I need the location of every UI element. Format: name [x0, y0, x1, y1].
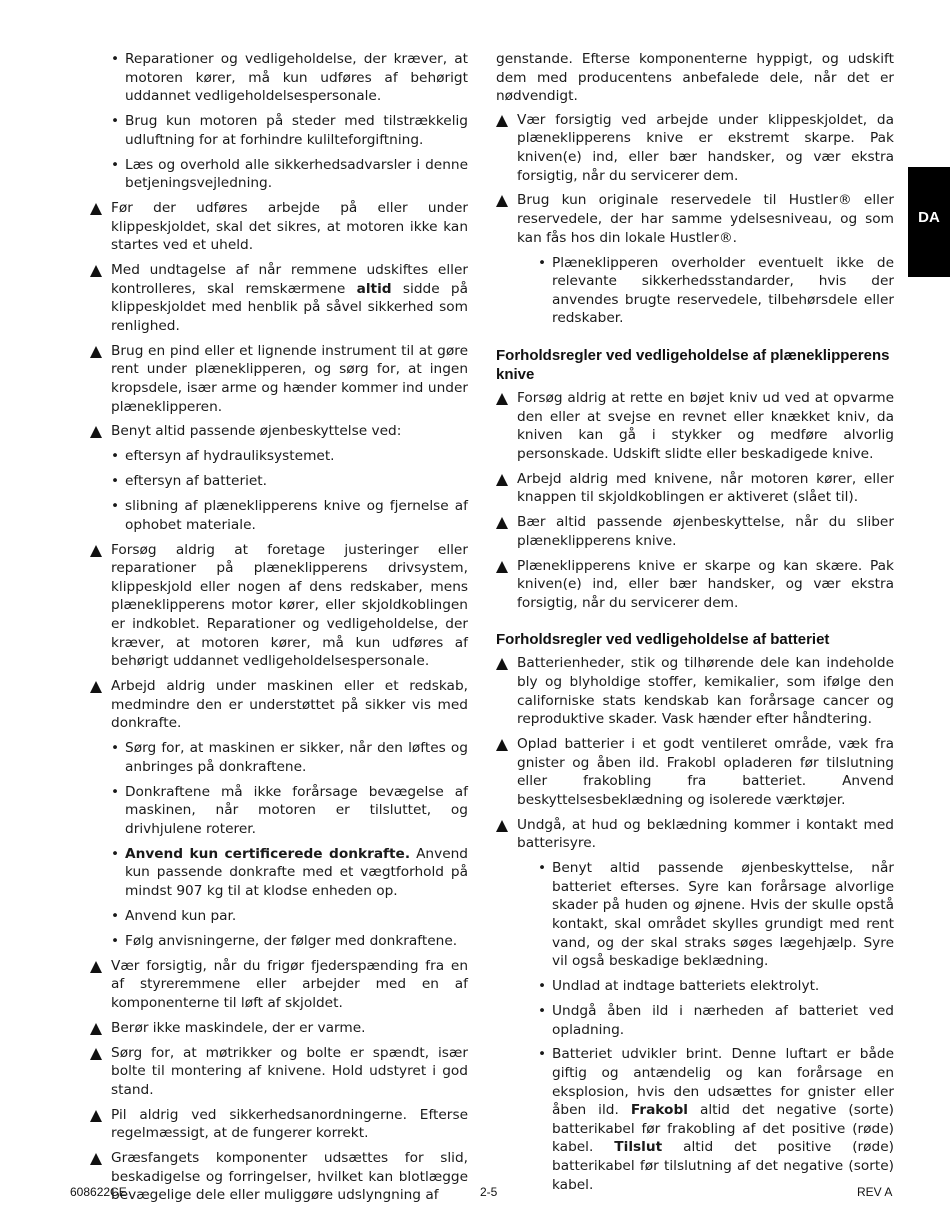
warning-triangle-icon — [90, 346, 102, 358]
item-text: Undgå, at hud og beklædning kommer i kontakt med batterisyre. — [517, 816, 894, 852]
item-text: altid det positive (røde) batterikabel før tilslutning af det negative (sorte) kabel. — [552, 1139, 894, 1193]
bullet-icon: • — [111, 448, 120, 465]
bullet-icon: • — [538, 254, 547, 271]
item-text: Donkraftene må ikke forårsage bevægelse af maskinen, når motoren er tilsluttet, og drivhjulene roterer. — [125, 783, 468, 837]
warning-triangle-icon — [496, 561, 508, 573]
item-text: Sørg for, at maskinen er sikker, når den løftes og anbringes på donkraftene. — [125, 740, 468, 775]
item-text-bold: altid — [356, 280, 392, 297]
section-heading: Forholdsregler ved vedligeholdelse af plæneklipperens knive — [496, 346, 890, 383]
item-text: Bær altid passende øjenbeskyttelse, når du sliber plæneklipperens knive. — [517, 514, 894, 549]
item-text: Arbejd aldrig under maskinen eller et redskab, medmindre den er understøttet på sikker vis med donkrafte. — [111, 678, 468, 732]
warning-item — [90, 1149, 468, 1205]
item-text: Undlad at indtage batteriets elektrolyt. — [552, 978, 820, 995]
item-text-bold: Tilslut — [614, 1139, 663, 1156]
warning-item — [90, 1106, 468, 1143]
warning-item — [90, 261, 468, 335]
bullet-icon: • — [111, 845, 120, 862]
item-text: Græsfangets komponenter udsættes for slid, beskadigelse og forringelser, hvilket kan blotlægge bevægelige dele eller muliggøre udslyngning af — [111, 1150, 468, 1204]
bullet-item — [111, 112, 468, 149]
item-text: Forsøg aldrig at foretage justeringer eller reparationer på plæneklipperens drivsystem, klippeskjold eller nogen af dens redskaber, mens plæneklipperens motor kører, eller skjoldkoblingen er indkoblet. Reparationer og vedligeholdelse, der kræver, at motoren kører, må kun udføres af behørigt uddannet vedligeholdelsespersonale. — [111, 541, 468, 670]
warning-triangle-icon — [496, 393, 508, 405]
bullet-item — [538, 1045, 894, 1194]
left-column — [90, 50, 468, 1211]
warning-triangle-icon — [90, 265, 102, 277]
item-text: Vær forsigtig ved arbejde under klippeskjoldet, da plæneklipperens knive er ekstremt skarpe. Pak kniven(e) ind, eller bær handsker, og vær ekstra forsigtig, når du servicerer dem. — [517, 111, 894, 184]
warning-triangle-icon — [496, 658, 508, 670]
warning-triangle-icon — [90, 961, 102, 973]
bullet-item — [538, 977, 894, 996]
warning-item — [90, 957, 468, 1013]
bullet-icon: • — [111, 740, 120, 757]
bullet-item — [111, 783, 468, 839]
item-text: Vær forsigtig, når du frigør fjederspænding fra en af styreremmene eller arbejder med en af komponenterne til løft af skjoldet. — [111, 957, 468, 1011]
item-text: Undgå åben ild i nærheden af batteriet ved opladning. — [552, 1002, 894, 1038]
warning-triangle-icon — [90, 1048, 102, 1060]
bullet-item — [538, 1002, 894, 1039]
warning-item — [90, 541, 468, 671]
bullet-item — [111, 845, 468, 901]
warning-triangle-icon — [496, 517, 508, 529]
bullet-icon: • — [111, 156, 120, 173]
bullet-icon: • — [538, 1002, 547, 1019]
bullet-item — [111, 907, 468, 926]
item-text: slibning af plæneklipperens knive og fjernelse af ophobet materiale. — [125, 498, 468, 533]
item-text: Arbejd aldrig med knivene, når motoren kører, eller knappen til skjoldkoblingen er aktiveret (slået til). — [517, 470, 894, 506]
item-text: eftersyn af hydrauliksystemet. — [125, 448, 335, 465]
warning-triangle-icon — [90, 203, 102, 215]
item-text: Anvend kun passende donkrafte med et vægtforhold på mindst 907 kg til at klodse enheden op. — [125, 845, 468, 899]
item-text: Plæneklipperen overholder eventuelt ikke de relevante sikkerhedsstandarder, hvis der anvendes brugte reservedele, tilbehørsdele eller redskaber. — [552, 254, 894, 327]
right-column — [496, 50, 894, 1200]
bullet-icon: • — [538, 860, 547, 877]
bullet-icon: • — [111, 932, 120, 949]
warning-item — [90, 1019, 468, 1038]
warning-item — [496, 389, 894, 463]
item-text: Før der udføres arbejde på eller under klippeskjoldet, skal det sikres, at motoren ikke kan startes ved et uheld. — [111, 200, 468, 254]
bullet-icon: • — [111, 498, 120, 515]
footer-page-number: 2-5 — [480, 1185, 498, 1199]
warning-triangle-icon — [90, 1153, 102, 1165]
bullet-item — [538, 254, 894, 328]
warning-item — [496, 654, 894, 728]
item-text: Anvend kun par. — [125, 907, 237, 924]
item-text: Reparationer og vedligeholdelse, der kræver, at motoren kører, må kun udføres af behørigt uddannet vedligeholdelsespersonale. — [125, 51, 468, 105]
item-text: Brug kun originale reservedele til Hustler® eller reservedele, der har samme ydelsesniveau, og som kan fås hos din lokale Hustler®. — [517, 192, 894, 246]
bullet-item — [111, 156, 468, 193]
item-text: Batterienheder, stik og tilhørende dele kan indeholde bly og blyholdige stoffer, kemikalier, som ifølge den californiske stats kendskab kan forårsage cancer og reproduktive skader. Vask hænder efter håndtering. — [517, 655, 894, 728]
bullet-item — [111, 50, 468, 106]
section-heading: Forholdsregler ved vedligeholdelse af batteriet — [496, 631, 830, 649]
warning-triangle-icon — [90, 426, 102, 438]
item-text: Pil aldrig ved sikkerhedsanordningerne. Efterse regelmæssigt, at de fungerer korrekt. — [111, 1106, 468, 1142]
item-text: eftersyn af batteriet. — [125, 473, 268, 490]
warning-item — [496, 513, 894, 550]
item-text-bold: Anvend kun certificerede donkrafte. — [125, 845, 411, 862]
warning-triangle-icon — [496, 115, 508, 127]
language-tab-label: DA — [918, 209, 940, 226]
warning-item — [496, 111, 894, 185]
bullet-icon: • — [538, 978, 547, 995]
warning-triangle-icon — [496, 474, 508, 486]
warning-item — [496, 470, 894, 507]
continued-paragraph: genstande. Efterse komponenterne hyppigt, og udskift dem med producentens anbefalede dele, når det er nødvendigt. — [496, 51, 894, 105]
bullet-icon: • — [111, 907, 120, 924]
item-text: Oplad batterier i et godt ventileret område, væk fra gnister og åben ild. Frakobl opladeren før tilslutning eller frakobling fra batteriet. Anvend beskyttelsesbeklædning og isolerede værktøjer. — [517, 736, 894, 808]
item-text: Forsøg aldrig at rette en bøjet kniv ud ved at opvarme den eller at svejse en revnet eller knækket kniv, da kniven kan gå i stykker og medføre alvorlig personskade. Udskift slidte eller beskadigede knive. — [517, 389, 894, 462]
item-text: Brug en pind eller et lignende instrument til at gøre rent under plæneklipperen, og sørg for, at ingen kropsdele, især arme og hænder kommer ind under plæneklipperen. — [111, 342, 468, 415]
item-text: Brug kun motoren på steder med tilstrækkelig udluftning for at forhindre kulilteforgiftning. — [125, 113, 468, 148]
item-text: Sørg for, at møtrikker og bolte er spændt, især bolte til montering af knivene. Hold udstyret i god stand. — [111, 1044, 468, 1098]
item-text: altid det negative (sorte) batterikabel før frakobling af det positive (røde) kabel. — [552, 1102, 894, 1156]
item-text: Batteriet udvikler brint. Denne luftart er både giftig og antændelig og kan forårsage en eksplosion, hvis den udsættes for gnister eller åben ild. — [552, 1046, 894, 1119]
item-text: Plæneklipperens knive er skarpe og kan skære. Pak kniven(e) ind, eller bær handsker, og vær ekstra forsigtig, når du servicerer dem. — [517, 557, 894, 611]
warning-triangle-icon — [496, 739, 508, 751]
bullet-icon: • — [538, 1046, 547, 1063]
bullet-icon: • — [111, 51, 120, 67]
item-text: sidde på klippeskjoldet med henblik på såvel sikkerhed som renlighed. — [111, 280, 469, 334]
warning-item — [496, 816, 894, 853]
language-tab — [908, 167, 950, 277]
bullet-item — [111, 447, 468, 466]
warning-triangle-icon — [90, 681, 102, 693]
bullet-item — [111, 739, 468, 776]
warning-item — [496, 557, 894, 613]
bullet-icon: • — [111, 473, 120, 490]
warning-item — [496, 191, 894, 247]
item-text: Følg anvisningerne, der følger med donkraftene. — [125, 932, 458, 949]
warning-item — [90, 677, 468, 733]
item-text: Berør ikke maskindele, der er varme. — [111, 1019, 366, 1036]
warning-item — [496, 735, 894, 809]
bullet-icon: • — [111, 783, 120, 800]
warning-triangle-icon — [90, 1110, 102, 1122]
warning-item — [90, 422, 468, 441]
bullet-item — [111, 472, 468, 491]
bullet-icon: • — [111, 113, 120, 130]
warning-triangle-icon — [496, 820, 508, 832]
bullet-item — [111, 932, 468, 951]
warning-item — [90, 199, 468, 255]
warning-item — [90, 342, 468, 416]
footer-doc-number: 608622CE — [70, 1185, 127, 1199]
item-text-bold: Frakobl — [630, 1102, 688, 1119]
warning-triangle-icon — [90, 1023, 102, 1035]
warning-item — [90, 1044, 468, 1100]
warning-triangle-icon — [496, 195, 508, 207]
item-text: Benyt altid passende øjenbeskyttelse ved: — [111, 423, 402, 440]
bullet-item — [538, 859, 894, 971]
footer-revision: REV A — [857, 1185, 893, 1199]
item-text: Læs og overhold alle sikkerhedsadvarsler i denne betjeningsvejledning. — [125, 156, 468, 192]
warning-triangle-icon — [90, 545, 102, 557]
bullet-item — [111, 497, 468, 534]
item-text: Benyt altid passende øjenbeskyttelse, når batteriet efterses. Syre kan forårsage alvorlige skader på huden og øjnene. Hvis der skulle opstå kontakt, skal området skylles grundigt med rent vand, og der skal straks søges lægehjælp. Syre vil også beskadige beklædning. — [552, 860, 894, 970]
item-text: Med undtagelse af når remmene udskiftes eller kontrolleres, skal remskærmene — [111, 262, 468, 297]
